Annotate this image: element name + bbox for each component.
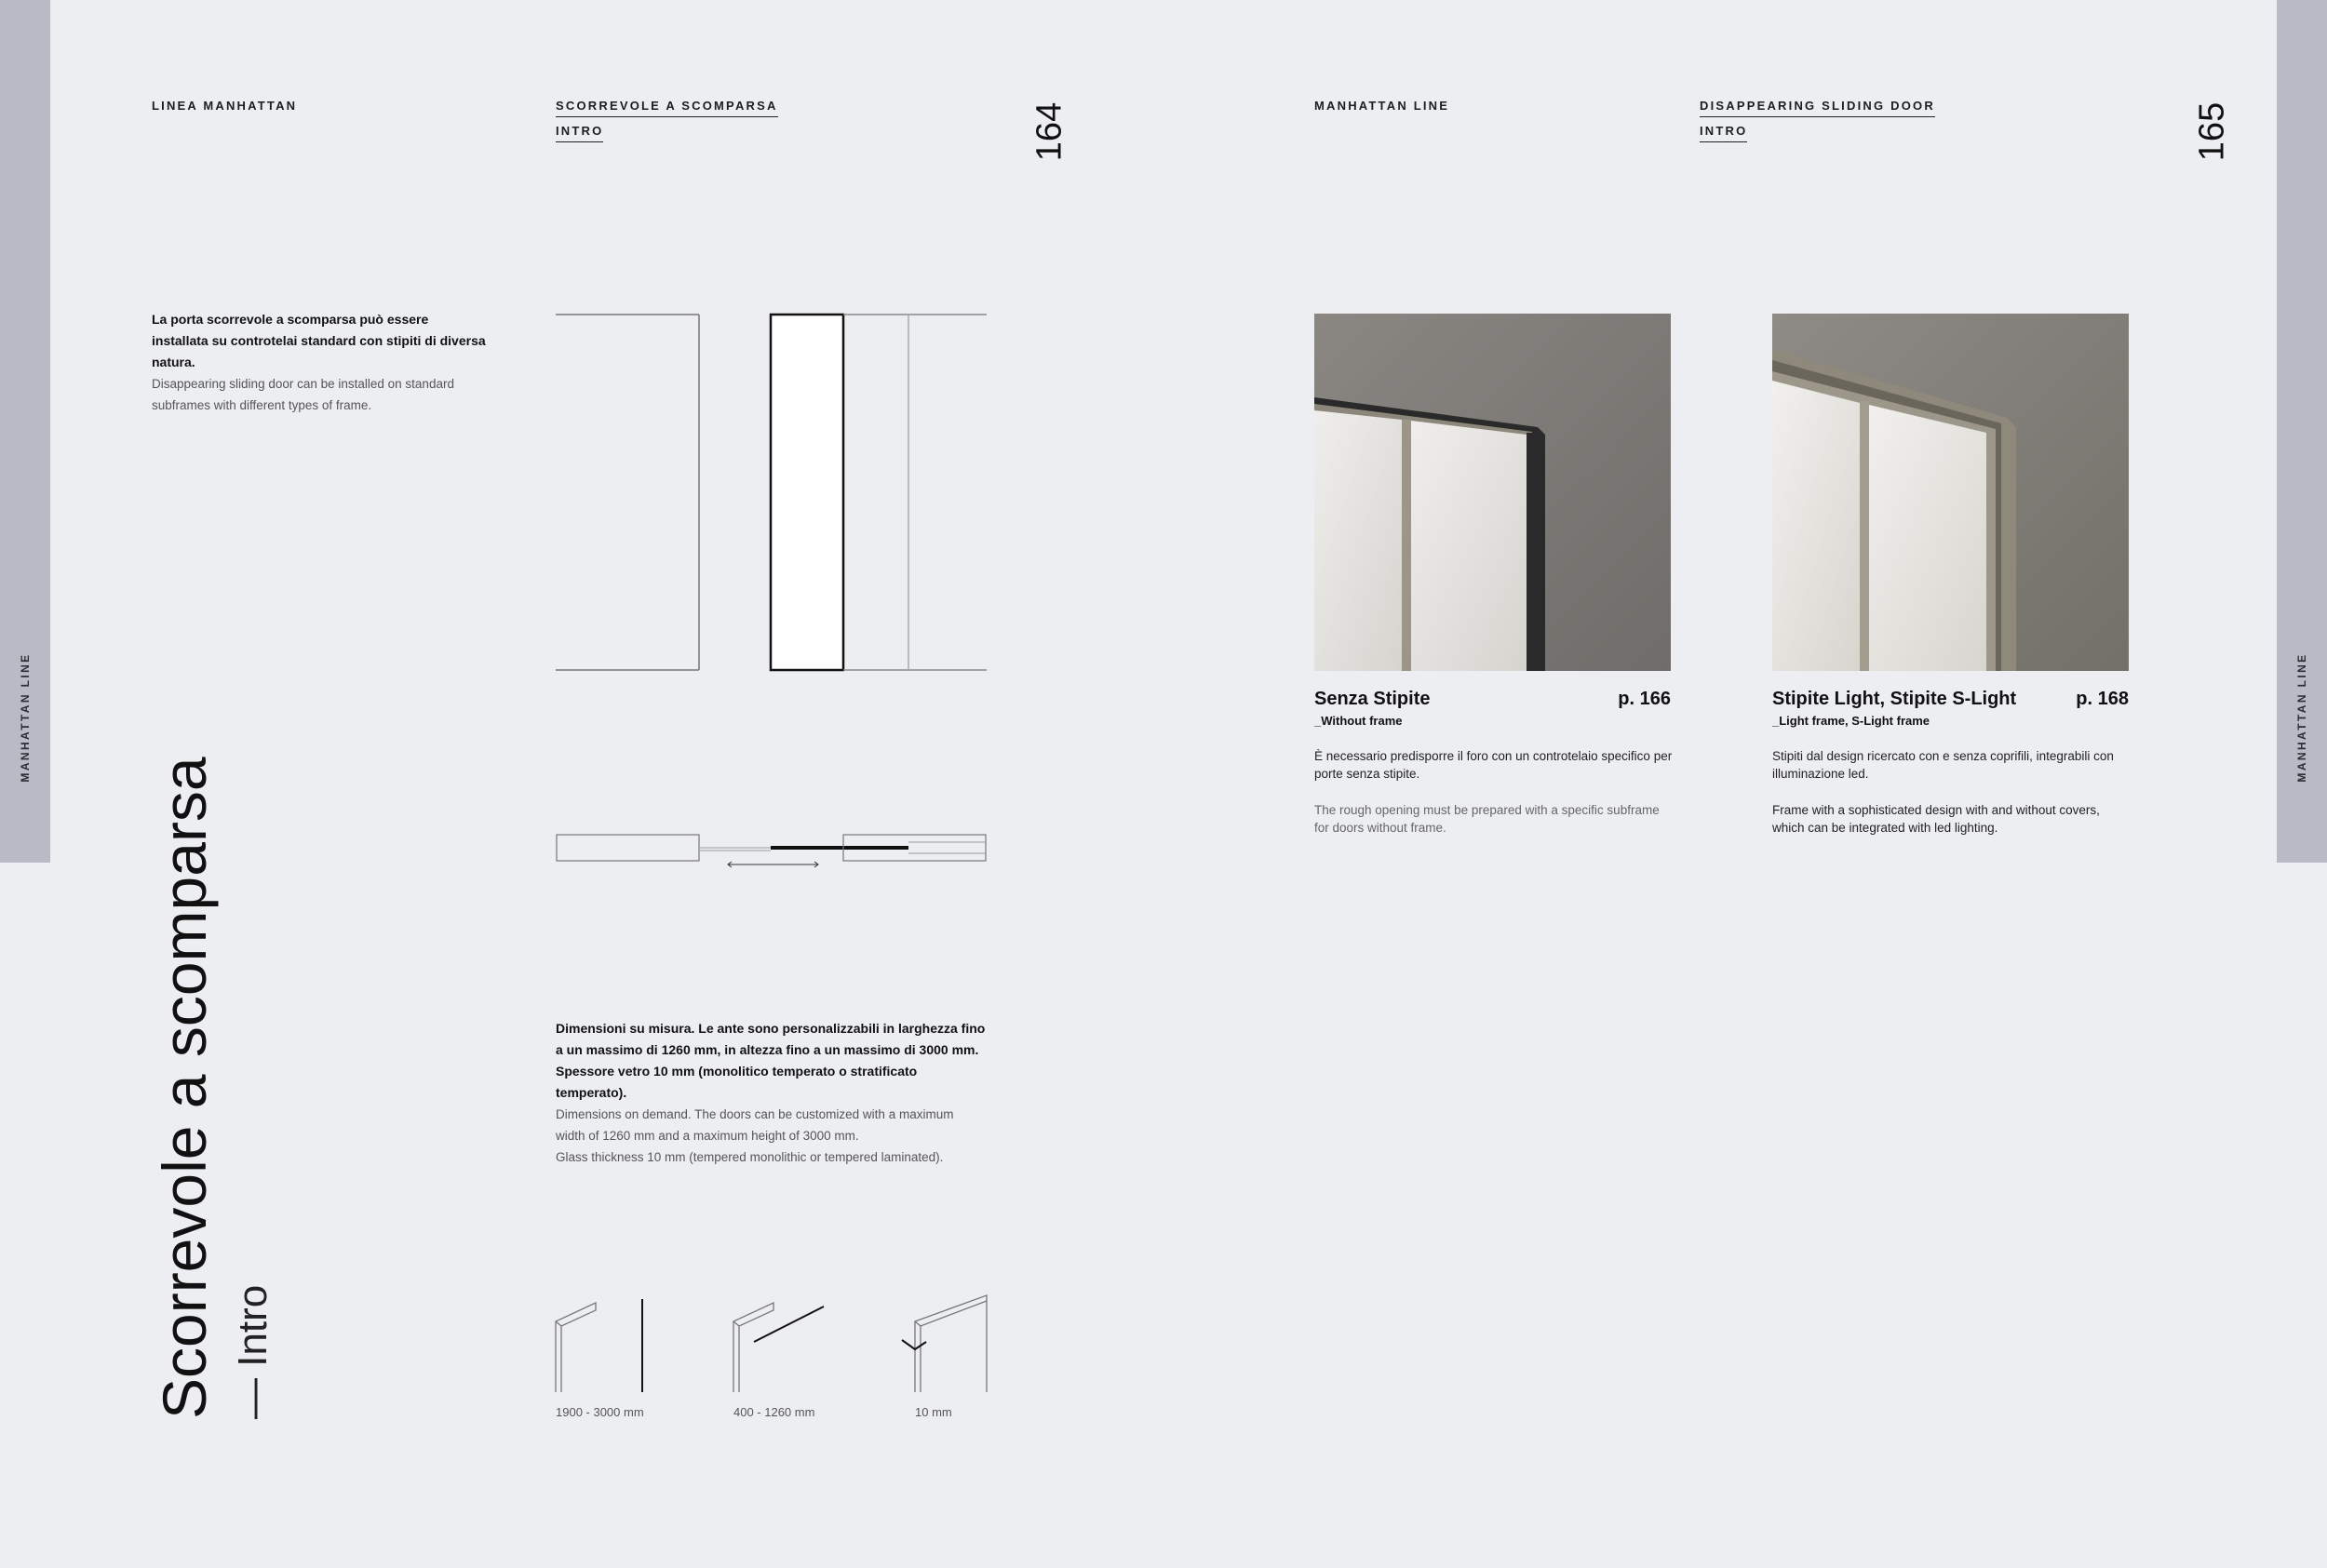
header-line-name: MANHATTAN LINE — [1314, 99, 1450, 113]
card-subtitle: _Without frame — [1314, 714, 1403, 728]
card-text-it: Stipiti dal design ricercato con e senza coprifili, integrabili con illuminazione led. — [1772, 749, 2114, 781]
header-sub — [556, 124, 603, 142]
dimensions-text-it: Dimensioni su misura. Le ante sono personalizzabili in larghezza fino a un massimo di 1260 mm, in altezza fino a un massimo di 3000 mm. Spessore vetro 10 mm (monolitico temperato o stratificato temperato). — [556, 1021, 986, 1100]
page-title: Scorrevole a scomparsa — [150, 757, 219, 1419]
header-sub-link[interactable]: INTRO — [1700, 124, 1747, 142]
intro-text-it: La porta scorrevole a scomparsa può essere installata su controtelai standard con stipiti di diversa natura. — [152, 312, 486, 369]
width-dimension-label: 400 - 1260 mm — [733, 1405, 815, 1419]
door-elevation-diagram — [556, 314, 987, 673]
thickness-dimension-icon — [900, 1292, 993, 1394]
header-section — [1700, 99, 1935, 117]
card-text-it: È necessario predisporre il foro con un controtelaio specifico per porte senza stipite. — [1314, 749, 1673, 781]
left-side-tab — [0, 0, 50, 863]
header-line-name: LINEA MANHATTAN — [152, 99, 298, 113]
side-tab-label: MANHATTAN LINE — [19, 652, 32, 783]
page-number: 165 — [2192, 101, 2232, 162]
card-text-en: Frame with a sophisticated design with and without covers, which can be integrated with led lighting. — [1772, 803, 2100, 835]
intro-text-en: Disappearing sliding door can be installed on standard subframes with different types of frame. — [152, 377, 454, 412]
right-side-tab — [2277, 0, 2327, 863]
card-title-without-frame: Senza Stipite — [1314, 689, 1431, 709]
door-plan-diagram — [556, 833, 987, 870]
card-text-en: The rough opening must be prepared with a specific subframe for doors without frame. — [1314, 803, 1660, 835]
dimensions-text-en — [556, 1104, 986, 1168]
height-dimension-label: 1900 - 3000 mm — [556, 1405, 644, 1419]
page-subtitle: — Intro — [230, 1284, 276, 1419]
header-section-link[interactable]: DISAPPEARING SLIDING DOOR — [1700, 99, 1935, 117]
dimensions-text-en-2: Glass thickness 10 mm (tempered monolithic or tempered laminated). — [556, 1150, 944, 1164]
photo-light-frame[interactable] — [1772, 314, 2129, 671]
side-tab-label: MANHATTAN LINE — [2295, 652, 2308, 783]
thickness-dimension-label: 10 mm — [915, 1405, 952, 1419]
header-sub — [1700, 124, 1747, 142]
card-title-light-frame: Stipite Light, Stipite S-Light — [1772, 689, 2017, 709]
height-dimension-icon — [556, 1292, 649, 1394]
photo-without-frame[interactable] — [1314, 314, 1671, 671]
page-number: 164 — [1029, 101, 1069, 162]
dimensions-text-en-1: Dimensions on demand. The doors can be customized with a maximum width of 1260 mm and a maximum height of 3000 mm. — [556, 1107, 954, 1143]
card-page-ref[interactable]: p. 166 — [1618, 689, 1671, 709]
header-sub-link[interactable]: INTRO — [556, 124, 603, 142]
width-dimension-icon — [733, 1292, 827, 1394]
header-section — [556, 99, 778, 117]
header-section-link[interactable]: SCORREVOLE A SCOMPARSA — [556, 99, 778, 117]
card-page-ref[interactable]: p. 168 — [2076, 689, 2129, 709]
card-subtitle: _Light frame, S-Light frame — [1772, 714, 1930, 728]
